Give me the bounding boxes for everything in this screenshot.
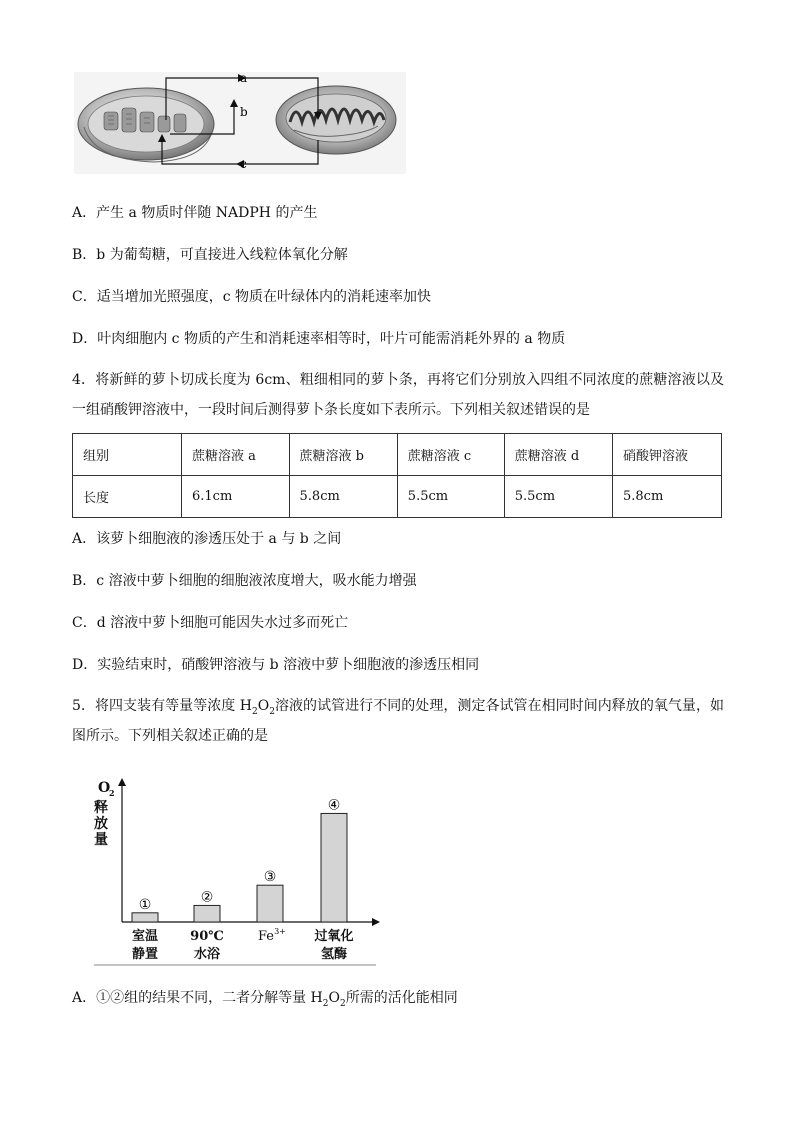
bar-label: ② — [200, 889, 214, 906]
y-axis-label-sub: 2 — [109, 788, 115, 798]
x-tick-label: 静置 — [131, 947, 159, 962]
q4-stem: 4．将新鲜的萝卜切成长度为 6cm、粗细相同的萝卜条，再将它们分别放入四组不同浓度的蔗糖溶液以及一组硝酸钾溶液中，一段时间后测得萝卜条长度如下表所示。下列相关叙述错误的是 — [72, 372, 724, 418]
y-axis-label-o: O — [98, 780, 111, 796]
label-a: a — [240, 72, 248, 85]
q5-stem: 5．将四支装有等量等浓度 $H_2O_2$溶液的试管进行不同的处理，测定各试管在相同时间内释放的氧气量，如图所示。下列相关叙述正确的是 — [72, 698, 724, 744]
y-axis-label-char: 量 — [94, 832, 108, 848]
oxygen-release-bar-chart — [90, 778, 382, 968]
x-tick-label: Fe — [257, 929, 275, 944]
bar-label: ③ — [263, 869, 277, 886]
x-tick-label-sup: 3+ — [274, 927, 286, 936]
table-cell: 蔗糖溶液 a — [182, 434, 290, 476]
table-cell: 组别 — [73, 434, 182, 476]
bar — [257, 885, 283, 922]
bar-label: ④ — [327, 797, 341, 814]
table-cell: 硝酸钾溶液 — [613, 434, 722, 476]
table-cell: 5.5cm — [397, 476, 504, 518]
organelle-exchange-diagram — [74, 72, 406, 174]
x-tick-label: 氢酶 — [320, 947, 348, 962]
q4-option-d: D．实验结束时，硝酸钾溶液与 b 溶液中萝卜细胞液的渗透压相同 — [72, 657, 480, 673]
table-cell: 长度 — [73, 476, 182, 518]
q3-option-c: C．适当增加光照强度，c 物质在叶绿体内的消耗速率加快 — [72, 289, 432, 305]
bar-label: ① — [138, 896, 152, 913]
table-cell: 6.1cm — [182, 476, 290, 518]
bar — [321, 813, 347, 922]
label-c: c — [240, 157, 247, 171]
table-row — [73, 476, 722, 518]
q3-option-d: D．叶肉细胞内 c 物质的产生和消耗速率相等时，叶片可能需消耗外界的 a 物质 — [72, 331, 566, 347]
y-axis-label-char: 释 — [94, 800, 108, 816]
x-tick-label: 过氧化 — [314, 929, 354, 944]
x-tick-label: 室温 — [131, 929, 159, 944]
x-tick-label: 水浴 — [193, 947, 221, 962]
bar — [132, 913, 158, 922]
radish-length-table — [72, 433, 722, 518]
table-cell: 蔗糖溶液 c — [397, 434, 504, 476]
y-axis-label-char: 放 — [94, 816, 108, 832]
x-tick-label: 90℃ — [190, 929, 224, 944]
table-cell: 5.8cm — [289, 476, 397, 518]
table-cell: 5.8cm — [613, 476, 722, 518]
q4-option-a: A．该萝卜细胞液的渗透压处于 a 与 b 之间 — [72, 531, 342, 547]
q4-option-c: C．d 溶液中萝卜细胞可能因失水过多而死亡 — [72, 615, 349, 631]
table-cell: 蔗糖溶液 d — [504, 434, 612, 476]
label-b: b — [240, 105, 248, 119]
mitochondrion-image — [276, 86, 396, 154]
q4-option-b: B．c 溶液中萝卜细胞的细胞液浓度增大，吸水能力增强 — [72, 573, 417, 589]
table-cell: 5.5cm — [504, 476, 612, 518]
q3-option-b: B．b 为葡萄糖，可直接进入线粒体氧化分解 — [72, 247, 348, 263]
table-header-row — [73, 434, 722, 476]
q3-option-a: A．产生 a 物质时伴随 NADPH 的产生 — [72, 205, 318, 221]
bar — [194, 905, 220, 922]
table-cell: 蔗糖溶液 b — [289, 434, 397, 476]
q5-option-a: A．①②组的结果不同，二者分解等量 $H_2O_2$所需的活化能相同 — [72, 990, 458, 1009]
